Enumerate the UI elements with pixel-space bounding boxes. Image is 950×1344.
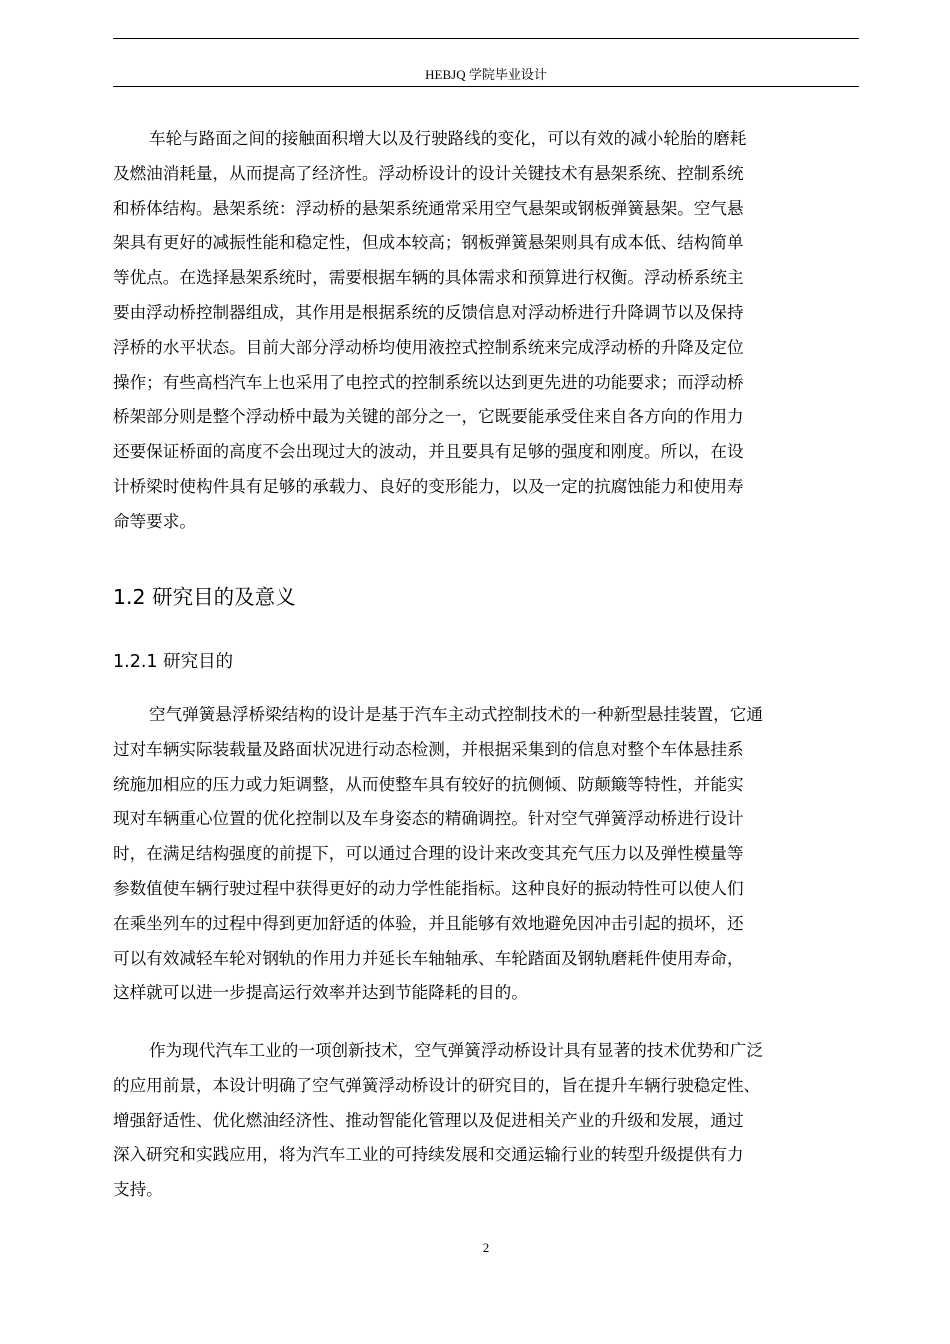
header-bottom-rule (113, 86, 859, 87)
header-top-rule (113, 38, 859, 39)
paragraph-line: 时，在满足结构强度的前提下，可以通过合理的设计来改变其充气压力以及弹性模量等 (113, 844, 744, 864)
paragraph-line: 桥架部分则是整个浮动桥中最为关键的部分之一，它既要能承受住来自各方向的作用力 (113, 407, 744, 427)
paragraph-line: 统施加相应的压力或力矩调整，从而使整车具有较好的抗侧倾、防颠簸等特性，并能实 (113, 774, 744, 794)
conclusion-paragraph (113, 1034, 859, 1208)
paragraph-line: 车轮与路面之间的接触面积增大以及行驶路线的变化，可以有效的减小轮胎的磨耗 (149, 129, 747, 148)
paragraph-line: 命等要求。 (113, 511, 196, 531)
paragraph-line: 这样就可以进一步提高运行效率并达到节能降耗的目的。 (113, 983, 528, 1003)
paragraph-line: 作为现代汽车工业的一项创新技术，空气弹簧浮动桥设计具有显著的技术优势和广泛 (149, 1041, 763, 1060)
paragraph-line: 增强舒适性、优化燃油经济性、推动智能化管理以及促进相关产业的升级和发展，通过 (113, 1110, 744, 1130)
paragraph-line: 浮桥的水平状态。目前大部分浮动桥均使用液控式控制系统来完成浮动桥的升降及定位 (113, 337, 744, 357)
paragraph-line: 架具有更好的减振性能和稳定性，但成本较高；钢板弹簧悬架则具有成本低、结构简单 (113, 233, 744, 253)
paragraph-line: 和桥体结构。悬架系统：浮动桥的悬架系统通常采用空气悬架或钢板弹簧悬架。空气悬 (113, 198, 744, 218)
paragraph-line: 可以有效减轻车轮对钢轨的作用力并延长车轴轴承、车轮踏面及钢轨磨耗件使用寿命， (113, 948, 744, 968)
paragraph-line: 空气弹簧悬浮桥梁结构的设计是基于汽车主动式控制技术的一种新型悬挂装置，它通 (149, 705, 763, 724)
subsection-heading: 1.2.1 研究目的 (113, 652, 234, 672)
paragraph-line: 操作；有些高档汽车上也采用了电控式的控制系统以达到更先进的功能要求；而浮动桥 (113, 372, 744, 392)
running-header: HEBJQ 学院毕业设计 (425, 67, 547, 82)
paragraph-line: 在乘坐列车的过程中得到更加舒适的体验，并且能够有效地避免因冲击引起的损坏，还 (113, 913, 744, 933)
paragraph-line: 参数值使车辆行驶过程中获得更好的动力学性能指标。这种良好的振动特性可以使人们 (113, 878, 744, 898)
paragraph-line: 要由浮动桥控制器组成，其作用是根据系统的反馈信息对浮动桥进行升降调节以及保持 (113, 302, 744, 322)
research-purpose-paragraph (113, 698, 859, 1011)
section-heading: 1.2 研究目的及意义 (113, 585, 296, 609)
paragraph-line: 及燃油消耗量，从而提高了经济性。浮动桥设计的设计关键技术有悬架系统、控制系统 (113, 163, 744, 183)
paragraph-line: 还要保证桥面的高度不会出现过大的波动，并且要具有足够的强度和刚度。所以，在设 (113, 442, 744, 462)
paragraph-line: 现对车辆重心位置的优化控制以及车身姿态的精确调控。针对空气弹簧浮动桥进行设计 (113, 809, 744, 829)
paragraph-line: 过对车辆实际装载量及路面状况进行动态检测，并根据采集到的信息对整个车体悬挂系 (113, 739, 744, 759)
paragraph-line: 等优点。在选择悬架系统时，需要根据车辆的具体需求和预算进行权衡。浮动桥系统主 (113, 268, 744, 288)
paragraph-line: 计桥梁时使构件具有足够的承载力、良好的变形能力，以及一定的抗腐蚀能力和使用寿 (113, 476, 744, 496)
paragraph-line: 深入研究和实践应用，将为汽车工业的可持续发展和交通运输行业的转型升级提供有力 (113, 1145, 744, 1165)
paragraph-line: 的应用前景，本设计明确了空气弹簧浮动桥设计的研究目的，旨在提升车辆行驶稳定性、 (113, 1075, 761, 1095)
paragraph-line: 支持。 (113, 1180, 163, 1200)
page-number: 2 (482, 1240, 490, 1255)
intro-paragraph (113, 122, 859, 540)
